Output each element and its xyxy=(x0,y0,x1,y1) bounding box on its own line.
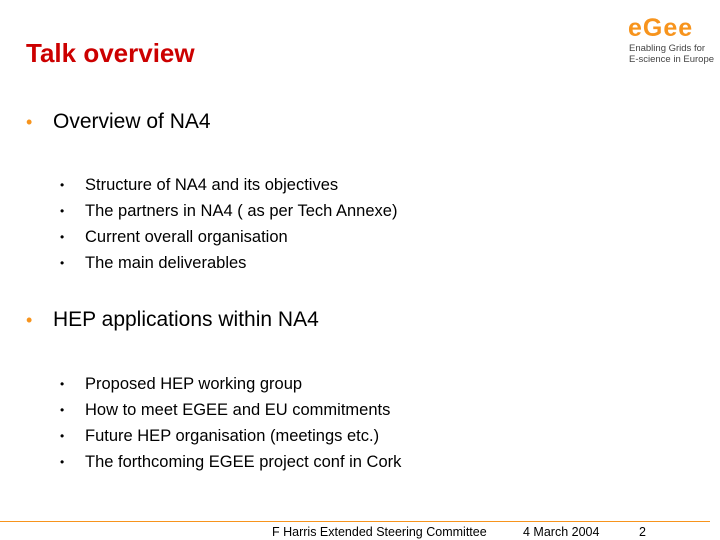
bullet-icon: • xyxy=(60,230,65,244)
logo-wordmark: eGee xyxy=(628,14,694,42)
bullet-icon: • xyxy=(60,377,65,391)
bullet-icon: • xyxy=(26,310,33,330)
footer-author-event: F Harris Extended Steering Committee xyxy=(272,525,487,539)
section-heading-text: HEP applications within NA4 xyxy=(53,308,319,331)
list-item: • Proposed HEP working group xyxy=(60,371,401,397)
slide-title: Talk overview xyxy=(26,38,195,68)
section-heading-1 xyxy=(26,110,211,134)
bullet-icon: • xyxy=(60,204,65,218)
section-heading-text: Overview of NA4 xyxy=(53,110,211,133)
logo-tagline-2: E-science in Europe xyxy=(629,54,715,65)
bullet-icon: • xyxy=(26,112,33,132)
list-item: • Future HEP organisation (meetings etc.) xyxy=(60,423,401,449)
list-item: • The main deliverables xyxy=(60,250,397,276)
footer-date: 4 March 2004 xyxy=(523,525,600,539)
footer-divider xyxy=(0,521,710,522)
section-heading-2 xyxy=(26,308,319,332)
list-item: • Current overall organisation xyxy=(60,224,397,250)
list-item: • Structure of NA4 and its objectives xyxy=(60,172,397,198)
bullet-icon: • xyxy=(60,455,65,469)
list-item: • How to meet EGEE and EU commitments xyxy=(60,397,401,423)
bullet-icon: • xyxy=(60,403,65,417)
bullet-icon: • xyxy=(60,256,65,270)
bullet-icon: • xyxy=(60,178,65,192)
bullet-icon: • xyxy=(60,429,65,443)
logo-tagline-1: Enabling Grids for xyxy=(629,43,706,54)
egee-logo xyxy=(626,14,715,66)
footer-page-number: 2 xyxy=(639,525,646,539)
list-item: • The forthcoming EGEE project conf in Cork xyxy=(60,449,401,475)
list-item: • The partners in NA4 ( as per Tech Annexe) xyxy=(60,198,397,224)
section-1-list xyxy=(60,172,397,276)
section-2-list xyxy=(60,371,401,475)
